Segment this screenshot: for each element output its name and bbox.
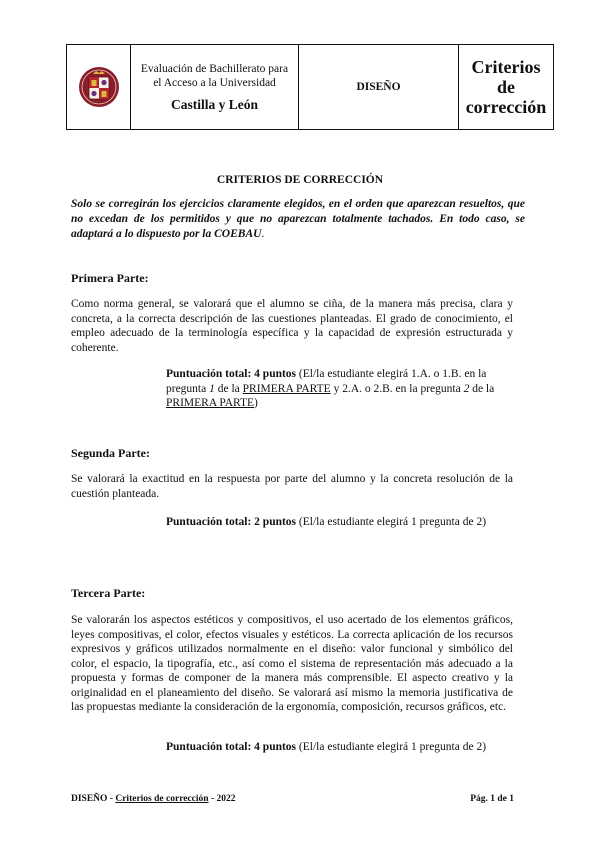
logo-cell (67, 45, 131, 129)
castilla-y-leon-crest-icon (78, 57, 120, 117)
criteria-cell (459, 45, 553, 129)
score-text-part-1a: (El/la estudiante elegirá 1.A. o 1.B. en la pregunta (166, 368, 487, 395)
region-name: Castilla y León (170, 97, 258, 112)
footer-page-number: Pág. 1 de 1 (470, 794, 514, 804)
score-question-1: 1 (209, 382, 215, 395)
intro-text: Solo se corregirán los ejercicios claramente elegidos, en el orden que aparezcan resueltos, que no excedan de los permitidos y que no aparezcan totalmente tachados. En todo caso, se adaptará a lo dispuesto por la COEBAU (71, 198, 525, 240)
section-heading-part-1: Primera Parte: (71, 271, 149, 285)
section-body-part-1: Como norma general, se valorará que el alumno se ciña, de la manera más precisa, clara y concreta, a la correcta descripción de las cuestiones planteadas. El grado de conocimiento, el empleo adecuado de la terminología específica y la capacidad de expresión estructurada y coherente. (71, 298, 513, 354)
intro-paragraph (71, 197, 525, 242)
footer-year: 2022 (216, 794, 236, 804)
score-part-1 (166, 367, 514, 411)
intro-end: . (261, 228, 265, 240)
evaluation-cell (131, 45, 299, 129)
score-text-part-1d: de la (469, 382, 495, 395)
score-part-3 (166, 740, 514, 755)
score-link-primera-parte-1: PRIMERA PARTE (242, 382, 331, 395)
score-part-2 (166, 515, 514, 530)
score-label-part-3: Puntuación total: 4 puntos (166, 741, 297, 753)
footer-separator-2: - (208, 794, 217, 804)
document-header (66, 44, 554, 130)
section-body-part-2: Se valorará la exactitud en la respuesta por parte del alumno y la concreta resolución de la cuestión planteada. (71, 473, 513, 500)
score-label-part-1: Puntuación total: 4 puntos (166, 368, 297, 380)
score-text-part-3: (El/la estudiante elegirá 1 pregunta de 2) (296, 741, 487, 753)
criteria-line-1: Criterios (471, 57, 541, 77)
subject-cell (299, 45, 459, 129)
score-link-primera-parte-2: PRIMERA PARTE (166, 397, 255, 409)
section-body-part-3: Se valorarán los aspectos estéticos y compositivos, el uso acertado de los elementos gráficos, leyes compositivas, el color, efectos visuales y estéticos. La correcta aplicación de los recursos expresivos y gráficos utilizados normalmente en el diseño: valor funcional y simbólico del color, el espacio, la tipografía, etc., así como el sistema de representación más adecuado a la propuesta y formas de componer de la manera más comprensible. El aspecto creativo y la originalidad en el planeamiento del diseño. Se valorará así mismo la memoria justificativa de las propuestas mediante la consideración de la ergonomía, composición, recursos gráficos, etc. (71, 614, 513, 713)
score-text-part-2: (El/la estudiante elegirá 1 pregunta de 2) (296, 516, 487, 528)
evaluation-line-2: el Acceso a la Universidad (153, 77, 276, 89)
footer-document-name: Criterios de corrección (115, 794, 209, 804)
page-title: CRITERIOS DE CORRECCIÓN (216, 174, 384, 186)
score-text-part-1e: ) (254, 397, 258, 409)
score-text-part-1c: y 2.A. o 2.B. en la pregunta (330, 382, 464, 395)
score-question-2: 2 (463, 382, 470, 395)
criteria-line-3: corrección (465, 97, 547, 117)
footer-separator-1: - (107, 794, 116, 804)
evaluation-line-1: Evaluación de Bachillerato para (140, 63, 289, 75)
footer-left (71, 794, 235, 804)
section-heading-part-3: Tercera Parte: (71, 586, 146, 600)
subject-name: DISEÑO (356, 81, 401, 93)
score-label-part-2: Puntuación total: 2 puntos (166, 516, 297, 528)
criteria-line-2: de (497, 77, 515, 97)
score-text-part-1b: de la (214, 382, 243, 395)
section-heading-part-2: Segunda Parte: (71, 446, 150, 460)
footer-subject: DISEÑO (71, 794, 108, 804)
